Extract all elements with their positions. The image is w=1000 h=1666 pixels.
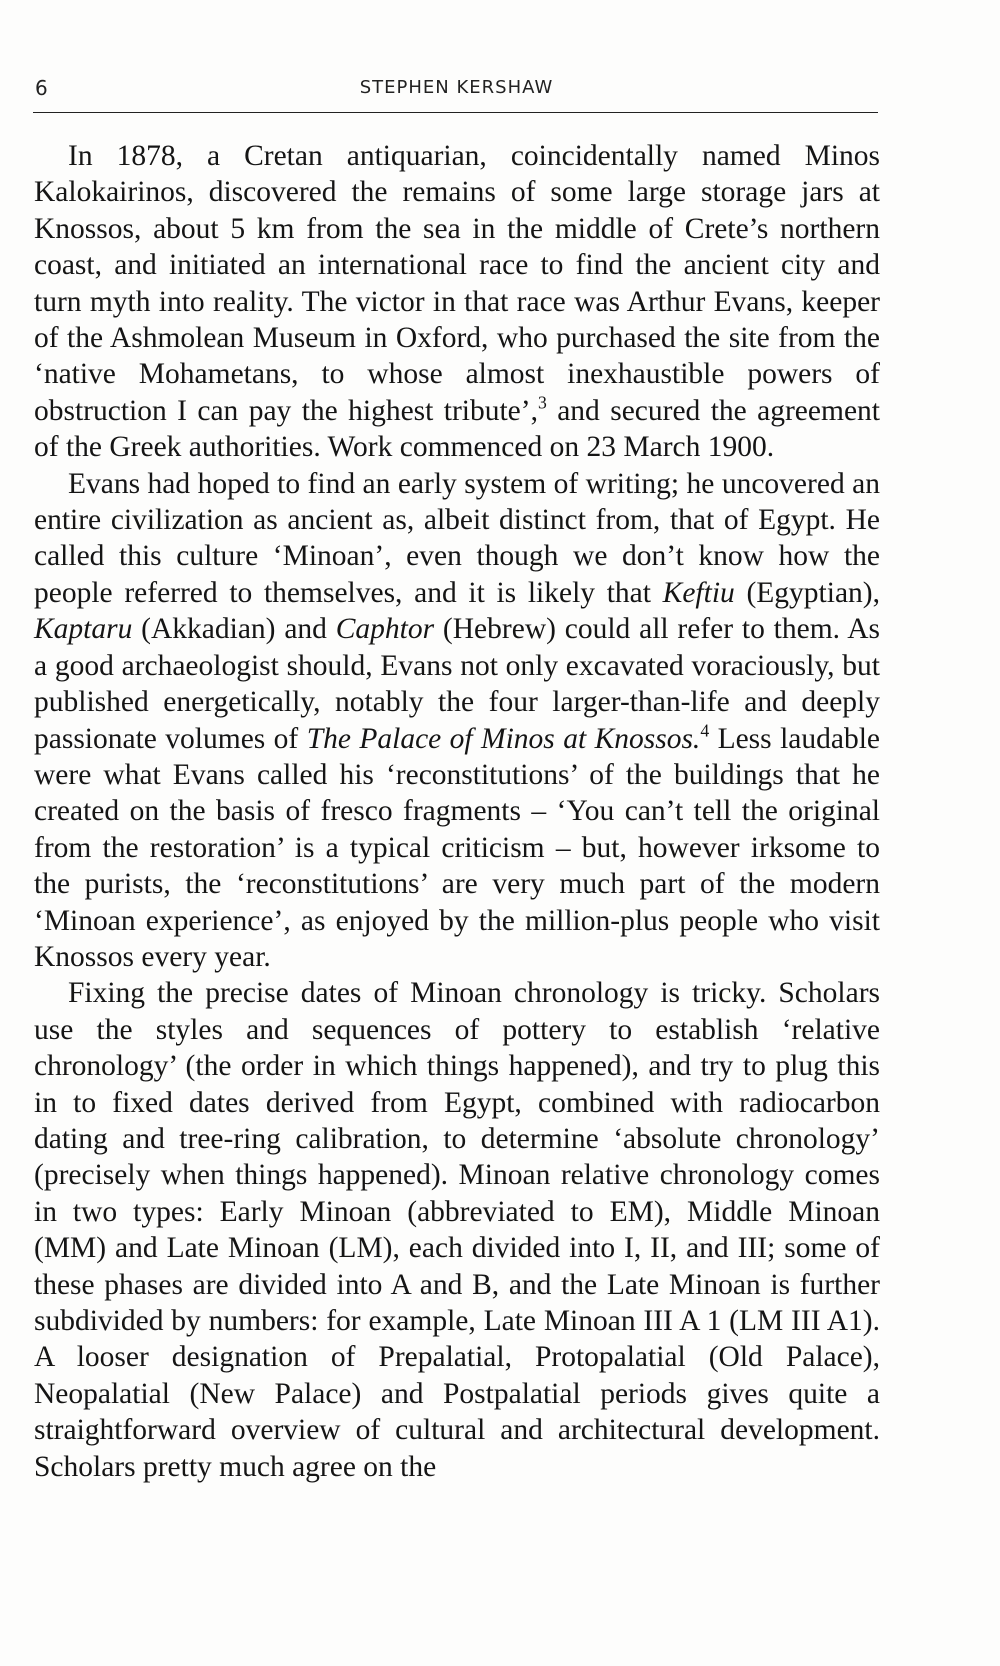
running-header bbox=[35, 68, 878, 110]
paragraph-1 bbox=[34, 138, 880, 466]
paragraph-2-text: Less laudable were what Evans called his ‘reconstitutions’ of the buildings that he created on the basis of fresco fragments – ‘You can’t tell the original from the restoration’ is a typical criticism – but, however irksome to the purists, the ‘reconstitutions’ are very much part of the modern ‘Minoan experience’, as enjoyed by the million-plus people who visit Knossos every year. bbox=[34, 722, 880, 973]
footnote-ref-3: 3 bbox=[537, 392, 547, 413]
italic-term-caphtor: Caphtor bbox=[335, 613, 435, 646]
page-number: 6 bbox=[35, 76, 49, 100]
paragraph-2 bbox=[34, 466, 880, 976]
paragraph-1-text-cont: and secured the agreement of the Greek authorities. Work commenced on 23 March 1900. bbox=[34, 394, 880, 464]
paragraph-2-text: (Egyptian), bbox=[734, 576, 880, 609]
footnote-ref-4: 4 bbox=[700, 720, 710, 740]
paragraph-2-text: (Hebrew) could all refer to them. As a good archaeologist should, Evans not only excavated voraciously, but published energetically, notably the four larger-than-life and deeply passionate volumes of bbox=[34, 613, 880, 755]
paragraph-1-text: In 1878, a Cretan antiquarian, coincidentally named Minos Kalokairinos, discovered the remains of some large storage jars at Knossos, about 5 km from the sea in the middle of Crete’s northern coast, and initiated an international race to find the ancient city and turn myth into reality. The victor in that race was Arthur Evans, keeper of the Ashmolean Museum in Oxford, who purchased the site from the ‘native Mohametans, to whose almost inexhaustible powers of obstruction I can pay the highest tribute’, bbox=[34, 140, 880, 427]
italic-book-title: The Palace of Minos at Knossos. bbox=[306, 722, 701, 755]
page-body bbox=[34, 138, 880, 1485]
running-head-author: STEPHEN KERSHAW bbox=[359, 77, 554, 98]
paragraph-2-text: (Akkadian) and bbox=[132, 613, 336, 646]
header-rule bbox=[33, 112, 878, 113]
italic-term-kaptaru: Kaptaru bbox=[34, 613, 133, 646]
paragraph-2-text: Evans had hoped to find an early system of writing; he uncovered an entire civilization as ancient as, albeit distinct from, that of Egypt. He called this culture ‘Minoan’, even though we don’t know how the people referred to themselves, and it is likely that bbox=[34, 467, 880, 609]
italic-term-keftiu: Keftiu bbox=[662, 576, 735, 609]
paragraph-3: Fixing the precise dates of Minoan chronology is tricky. Scholars use the styles and sequences of pottery to establish ‘relative chronology’ (the order in which things happened), and try to plug this in to fixed dates derived from Egypt, combined with radiocarbon dating and tree-ring calibration, to determine ‘absolute chronology’ (precisely when things happened). Minoan relative chronology comes in two types: Early Minoan (abbreviated to EM), Middle Minoan (MM) and Late Minoan (LM), each divided into I, II, and III; some of these phases are divided into A and B, and the Late Minoan is further subdivided by numbers: for example, Late Minoan III A 1 (LM III A1). A looser designation of Prepalatial, Protopalatial (Old Palace), Neopalatial (New Palace) and Postpalatial periods gives quite a straightforward overview of cultural and architectural development. Scholars pretty much agree on the bbox=[34, 977, 880, 1483]
